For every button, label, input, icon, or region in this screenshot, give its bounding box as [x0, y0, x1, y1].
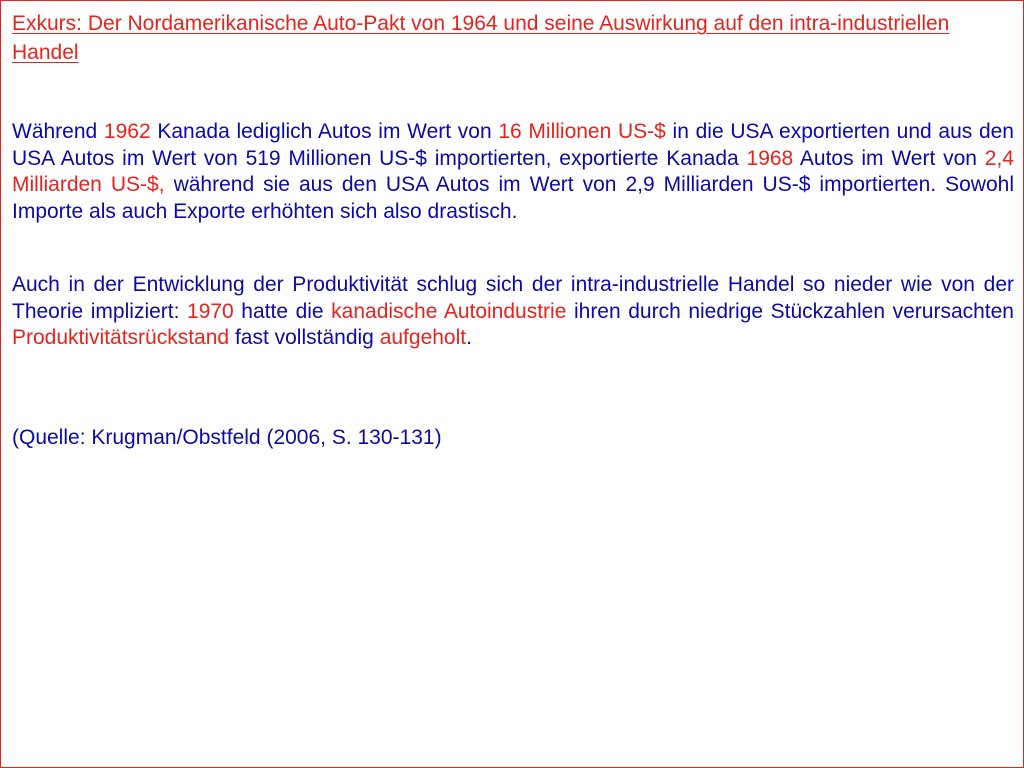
text-segment: Während — [12, 120, 104, 143]
text-segment: während sie aus den USA Autos im Wert von 2,9 Milliarden US-$ importierten. Sowohl Importe als auch Exporte erhöhten sich also drastisch. — [12, 173, 1014, 223]
paragraph-productivity — [12, 272, 1014, 352]
text-segment: hatte die — [233, 299, 332, 323]
highlight-value-2-4-billion: 2,4 Milliarden US-$, — [12, 146, 1014, 196]
text-segment: Kanada lediglich Autos im Wert von — [150, 120, 499, 143]
text-segment: . — [466, 326, 472, 349]
highlight-kanadische-autoindustrie: kanadische Autoindustrie — [331, 299, 567, 323]
text-segment: ihren durch niedrige Stückzahlen verursachten — [566, 299, 1014, 323]
highlight-produktivitaetsrueckstand: Produktivitätsrückstand — [12, 326, 230, 349]
text-segment: fast vollständig — [229, 326, 380, 349]
text-segment: Auch in der Entwicklung der Produktivität schlug sich der intra-industrielle Handel so nieder wie von der Theorie impliziert: — [12, 273, 1014, 323]
highlight-aufgeholt: aufgeholt — [379, 326, 467, 349]
highlight-year-1970: 1970 — [187, 299, 234, 323]
text-segment: Autos im Wert von — [793, 146, 985, 170]
source-citation: (Quelle: Krugman/Obstfeld (2006, S. 130-131) — [12, 426, 442, 449]
slide-title: Exkurs: Der Nordamerikanische Auto-Pakt von 1964 und seine Auswirkung auf den intra-industriellen Handel — [12, 12, 950, 64]
highlight-year-1962: 1962 — [103, 120, 151, 143]
highlight-value-16-million: 16 Millionen US-$ — [498, 120, 666, 143]
paragraph-trade-figures — [12, 119, 1014, 225]
highlight-year-1968: 1968 — [746, 146, 794, 170]
text-segment: in die USA exportierten und aus den USA Autos im Wert von 519 Millionen US-$ importierten, exportierte Kanada — [12, 120, 1014, 170]
